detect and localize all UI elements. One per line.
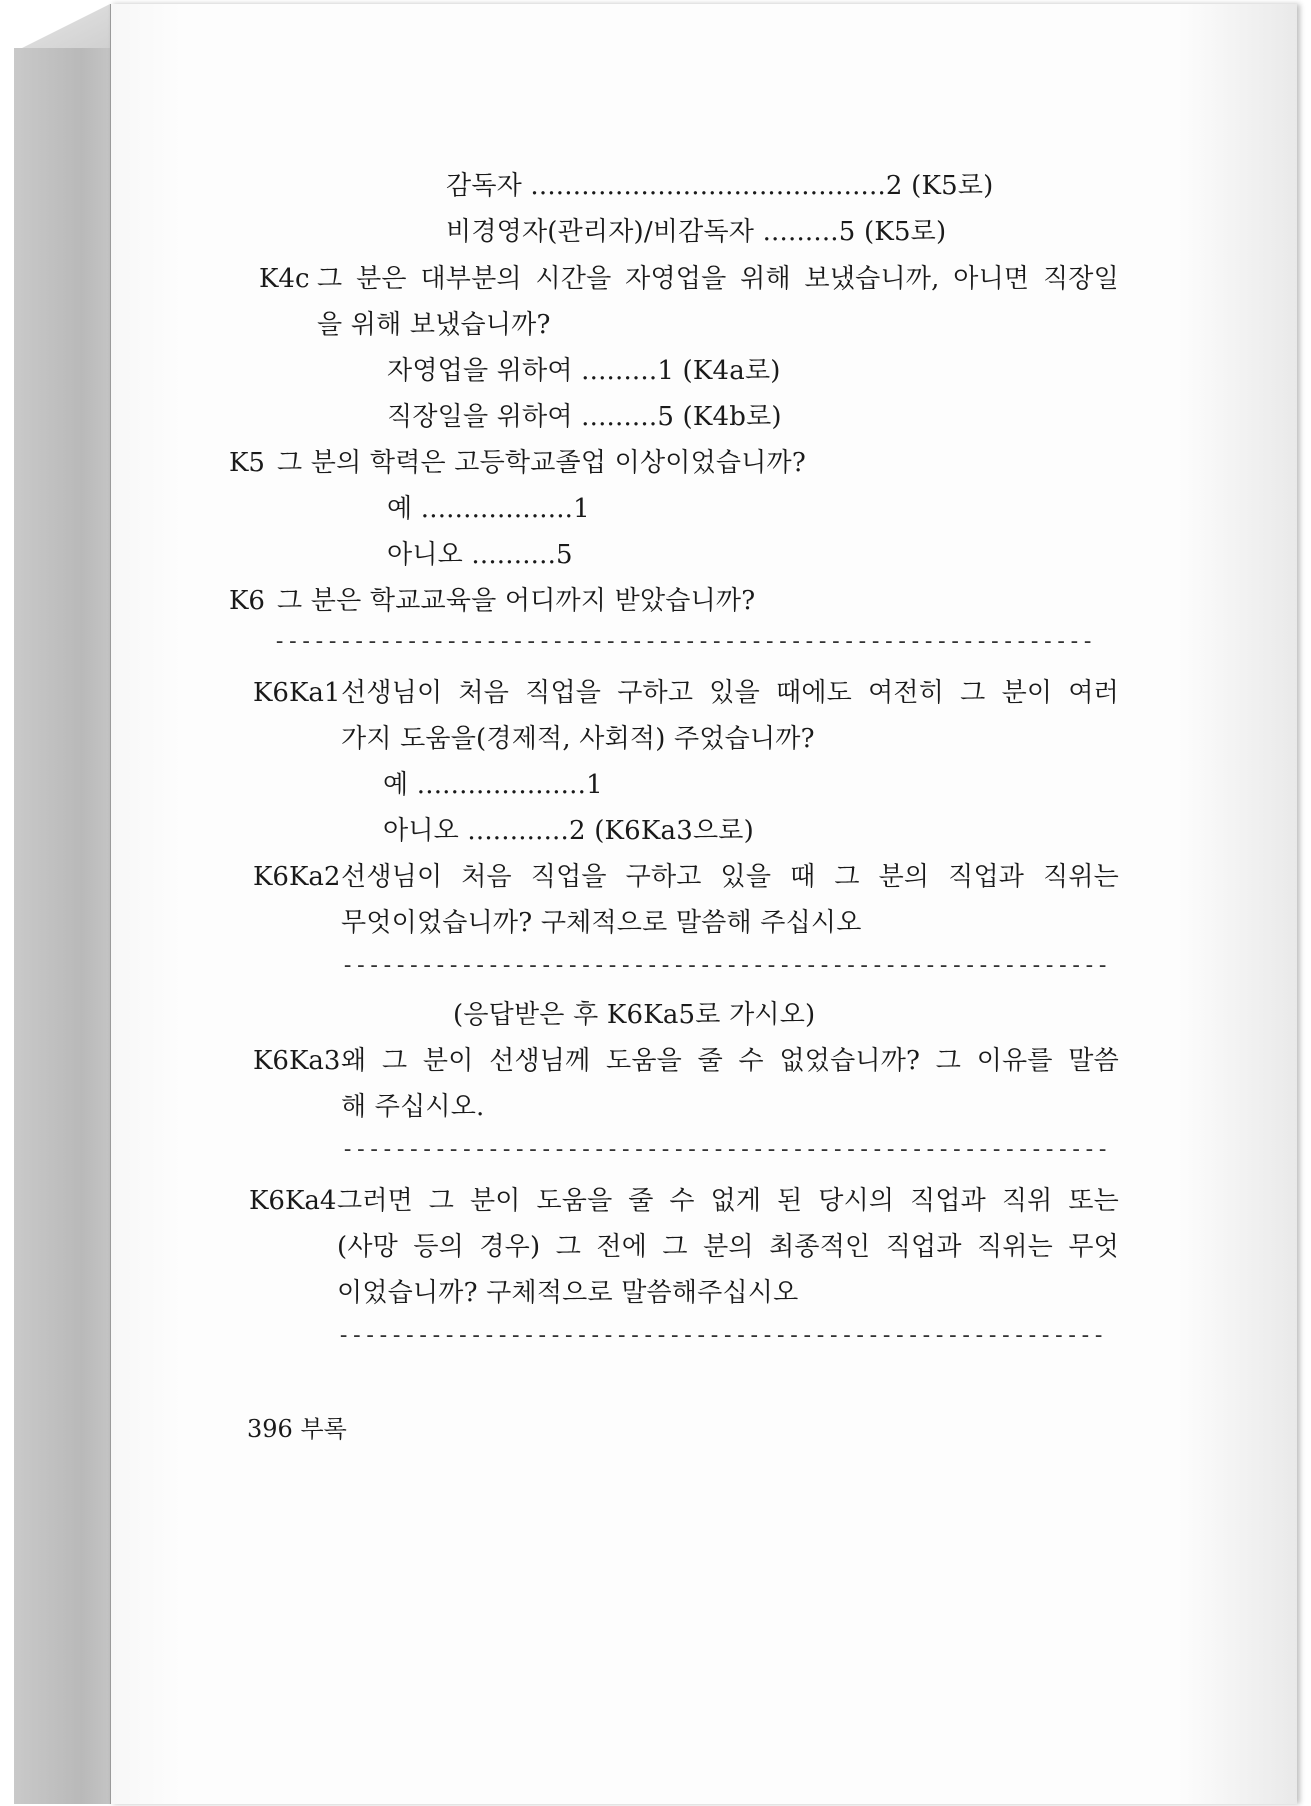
question-code-k6ka1: K6Ka1 (253, 678, 341, 708)
question-k6ka2-line2: 무엇이었습니까? 구체적으로 말씀해 주십시오 (341, 908, 862, 938)
word: 무엇 (1068, 1232, 1119, 1262)
word: 분은 (356, 264, 407, 294)
word: 최종적인 (769, 1232, 871, 1262)
word: 그러면 (337, 1186, 413, 1216)
question-k6ka3-line2: 해 주십시오. (341, 1092, 485, 1122)
question-k6ka4-line3: 이었습니까? 구체적으로 말씀해주십시오 (337, 1278, 799, 1308)
word: 줄 (628, 1186, 654, 1216)
question-code-k6: K6 (229, 586, 265, 616)
option-k6ka1-yes: 예 ....................1 (383, 770, 603, 800)
word: 수 (669, 1186, 695, 1216)
word: 이유를 (976, 1046, 1053, 1076)
word: 직위는 (977, 1232, 1053, 1262)
option-k4b-non-manager: 비경영자(관리자)/비감독자 .........5 (K5로) (446, 217, 947, 247)
word: 직업을 (530, 862, 607, 892)
word: 경우) (479, 1232, 541, 1262)
word: 직업을 (525, 678, 602, 708)
word: 있을 (720, 862, 772, 892)
word: 된 (777, 1186, 803, 1216)
answer-blank-k6ka4: ---------------------------------------------------------- (337, 1324, 1106, 1348)
word: 도움을 (536, 1186, 613, 1216)
word: 그 (834, 862, 860, 892)
word: 수 (738, 1046, 764, 1076)
answer-blank-k6ka3: ---------------------------------------------------------- (341, 1138, 1110, 1162)
book-spine-top (14, 4, 110, 52)
question-code-k5: K5 (229, 448, 265, 478)
word: 때 (790, 862, 816, 892)
question-code-k4c: K4c (259, 264, 310, 294)
question-code-k6ka2: K6Ka2 (253, 862, 341, 892)
word: 선생님이 (341, 862, 443, 892)
word: 보냈습니까, (804, 264, 940, 294)
word: 그 (935, 1046, 962, 1076)
word: 말씀 (1068, 1046, 1119, 1076)
word: 그 (555, 1232, 582, 1262)
word: 그 (317, 264, 343, 294)
option-k5-no: 아니오 ..........5 (387, 540, 573, 570)
word: 또는 (1068, 1186, 1119, 1216)
word: 그 (960, 678, 986, 708)
question-k6-text: 그 분은 학교교육을 어디까지 받았습니까? (277, 586, 756, 616)
book-spine (14, 48, 110, 1804)
question-k5-text: 그 분의 학력은 고등학교졸업 이상이었습니까? (277, 448, 807, 478)
word: 직장일 (1042, 264, 1119, 294)
page-footer: 396 부록 (247, 1415, 347, 1443)
word: 그 (662, 1232, 688, 1262)
question-k4c-line2: 을 위해 보냈습니까? (317, 310, 551, 340)
word: 직업과 (948, 862, 1025, 892)
word: 당시의 (818, 1186, 895, 1216)
word: 선생님께 (489, 1046, 591, 1076)
question-k6ka2-line1 (341, 860, 1119, 894)
word: 도움을 (606, 1046, 682, 1076)
word: 분이 (1001, 678, 1053, 708)
question-k6ka4-line1 (337, 1184, 1119, 1218)
question-k6ka3-line1 (341, 1044, 1119, 1078)
option-k4c-employee: 직장일을 위하여 .........5 (K4b로) (387, 402, 782, 432)
option-k6ka1-no: 아니오 ............2 (K6Ka3으로) (383, 816, 754, 846)
instruction-note-k6ka2: (응답받은 후 K6Ka5로 가시오) (453, 1000, 816, 1030)
word: 분이 (422, 1046, 474, 1076)
word: 여전히 (868, 678, 945, 708)
answer-blank-k6: -------------------------------------------------------------- (273, 630, 1095, 654)
word: 직업과 (885, 1232, 962, 1262)
word: 위해 (740, 264, 791, 294)
page (110, 4, 1297, 1804)
word: (사망 (337, 1232, 398, 1262)
word: 분의 (703, 1232, 754, 1262)
word: 직업과 (910, 1186, 986, 1216)
word: 때에도 (776, 678, 852, 708)
option-k5-yes: 예 ..................1 (387, 494, 590, 524)
question-k6ka1-line1 (341, 676, 1119, 710)
word: 전에 (596, 1232, 648, 1262)
word: 선생님이 (341, 678, 443, 708)
word: 있을 (709, 678, 760, 708)
word: 자영업을 (625, 264, 727, 294)
option-k4c-self-employed: 자영업을 위하여 .........1 (K4a로) (387, 356, 781, 386)
word: 분이 (469, 1186, 521, 1216)
answer-blank-k6ka2: ---------------------------------------------------------- (341, 954, 1110, 978)
word: 왜 (341, 1046, 367, 1076)
question-code-k6ka4: K6Ka4 (249, 1186, 337, 1216)
question-k6ka1-line2: 가지 도움을(경제적, 사회적) 주었습니까? (341, 724, 815, 754)
word: 처음 (461, 862, 512, 892)
word: 직위는 (1043, 862, 1119, 892)
word: 그 (381, 1046, 408, 1076)
word: 여러 (1068, 678, 1119, 708)
word: 대부분의 (420, 264, 522, 294)
question-k4c-line1 (317, 262, 1119, 296)
question-k6ka4-line2 (337, 1230, 1119, 1264)
word: 없게 (710, 1186, 762, 1216)
word: 줄 (697, 1046, 723, 1076)
word: 등의 (413, 1232, 464, 1262)
word: 구하고 (617, 678, 694, 708)
word: 없었습니까? (779, 1046, 921, 1076)
word: 구하고 (625, 862, 702, 892)
option-k4b-supervisor: 감독자 ..........................................2 (K5로) (446, 171, 994, 201)
word: 직위 (1001, 1186, 1053, 1216)
question-code-k6ka3: K6Ka3 (253, 1046, 341, 1076)
word: 아니면 (953, 264, 1030, 294)
word: 그 (428, 1186, 455, 1216)
word: 처음 (458, 678, 510, 708)
word: 시간을 (535, 264, 612, 294)
word: 분의 (878, 862, 930, 892)
